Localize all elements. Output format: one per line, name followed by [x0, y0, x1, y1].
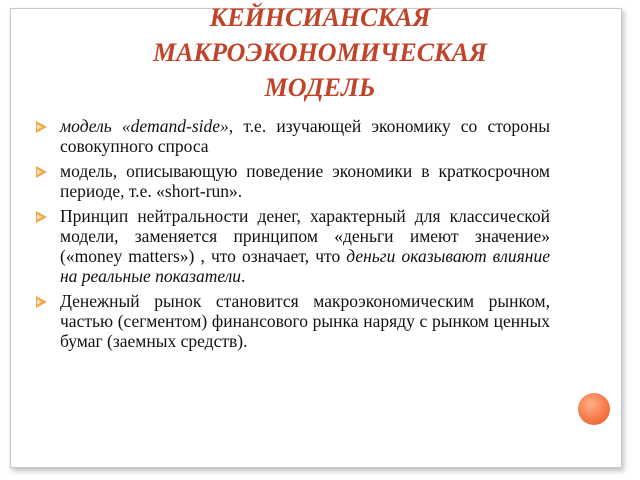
- decorative-circle-icon: [578, 393, 610, 425]
- bullet-item: [36, 291, 550, 351]
- bullet-text-italic: деньги оказывают влияние на реальные показатели: [60, 246, 550, 286]
- title-line-2: МАКРОЭКОНОМИЧЕСКАЯ: [153, 38, 487, 67]
- bullet-item: [36, 161, 550, 201]
- bullet-text: т.е. изучающей экономику со стороны совокупного спроса: [60, 116, 551, 156]
- title-line-3: МОДЕЛЬ: [264, 73, 376, 102]
- bullet-text-italic: модель «demand-side»,: [60, 116, 234, 136]
- bullet-text: Денежный рынок становится макроэкономическим рынком, частью (сегментом) финансового рынка наряду с рынком ценных бумаг (заемных средств).: [60, 291, 550, 351]
- bullet-arrow-icon: [36, 211, 47, 223]
- bullet-text: .: [241, 266, 246, 286]
- slide-title: [40, 0, 600, 105]
- bullet-list: [36, 116, 550, 356]
- bullet-arrow-icon: [36, 166, 47, 178]
- bullet-text: Принцип нейтральности денег, характерный для классической модели, заменяется принципом «деньги имеют значение» («money matters») , что означает, что: [60, 206, 550, 266]
- bullet-item: [36, 206, 550, 286]
- bullet-text: модель, описывающую поведение экономики в краткосрочном периоде, т.е. «short-run».: [60, 161, 550, 201]
- bullet-arrow-icon: [36, 296, 47, 308]
- bullet-arrow-icon: [36, 121, 47, 133]
- title-line-1: КЕЙНСИАНСКАЯ: [209, 3, 431, 32]
- bullet-item: [36, 116, 550, 156]
